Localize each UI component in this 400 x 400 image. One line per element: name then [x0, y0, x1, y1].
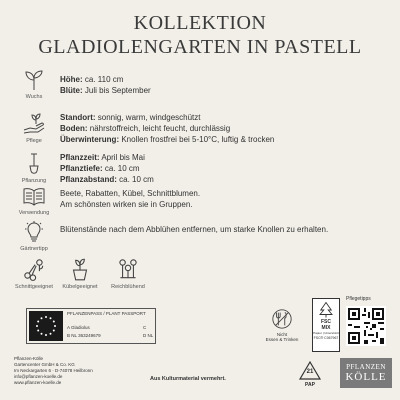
no-eat-drink-icon [271, 308, 293, 330]
verwendung-line-2: Am schönsten wirken sie in Gruppen. [60, 200, 193, 209]
passport-a: A Gladiolus [67, 325, 90, 330]
pflanzung-text [60, 152, 154, 185]
address-line-1: Pflanzen-Kölle [14, 356, 44, 361]
row-pflege [14, 112, 394, 152]
recycle-code: PAP [305, 382, 315, 388]
tipp-text: Blütenstände nach dem Abblühen entfernen, um starke Knollen zu erhalten. [60, 225, 329, 234]
pflanzung-label: Pflanzung [21, 178, 47, 184]
plant-passport [26, 308, 156, 344]
address-email: info@pflanzen-koelle.de [14, 374, 63, 379]
property-cut [14, 256, 54, 290]
pflege-label: Pflege [26, 138, 42, 144]
ueberwinterung-value: Knollen frostfrei bei 5-10°C, luftig & trocken [119, 135, 275, 144]
pflanzzeit-value: April bis Mai [99, 153, 145, 162]
sprout-icon [22, 68, 46, 92]
boden-key: Boden: [60, 124, 88, 133]
passport-header: PFLANZENPASS / PLANT PASSPORT [67, 311, 146, 316]
property-icons [14, 256, 154, 300]
recycling-symbol [292, 360, 328, 388]
fsc-label [312, 298, 340, 352]
care-icon-wrap [14, 112, 54, 144]
fsc-tree-icon [317, 301, 335, 319]
pflanzabstand-key: Pflanzabstand: [60, 175, 117, 184]
property-bloom-label: Reichblühend [111, 284, 145, 290]
usage-icon-wrap [14, 184, 54, 216]
fsc-mix-sub: Papier | Unterstützt [313, 331, 339, 335]
address-line-2: Gartencenter GmbH & Co. KG [14, 362, 75, 367]
qr-code[interactable] [346, 306, 386, 346]
bluete-value: Juli bis September [82, 86, 151, 95]
fsc-code: FSC® C067967 [313, 336, 339, 340]
lightbulb-icon [22, 220, 46, 244]
address-line-3: Im Neckargarten 6 · D-74078 Heilbronn [14, 368, 93, 373]
brand-logo [340, 358, 392, 388]
wuchs-text [60, 74, 151, 96]
pflanzabstand-value: ca. 10 cm [116, 175, 154, 184]
address-web: www.pflanzen-koelle.de [14, 380, 62, 385]
bluete-key: Blüte: [60, 86, 83, 95]
tipp-label: Gärtnertipp [20, 246, 48, 252]
pflanztiefe-value: ca. 10 cm [102, 164, 140, 173]
scissors-flower-icon [21, 256, 47, 282]
passport-c: C [143, 325, 147, 330]
pflege-text [60, 112, 274, 145]
standort-key: Standort: [60, 113, 96, 122]
standort-value: sonnig, warm, windgeschützt [95, 113, 201, 122]
pot-icon [67, 256, 93, 282]
wuchs-label: Wuchs [25, 94, 43, 100]
not-edible-line-1: Nicht [276, 332, 288, 337]
verwendung-line-1: Beete, Rabatten, Kübel, Schnittblumen. [60, 189, 201, 198]
qr-code-icon [346, 306, 386, 346]
verwendung-text [60, 188, 200, 210]
fsc-title: FSC [321, 319, 331, 325]
property-bloom [108, 256, 148, 290]
logo-line-2: KÖLLE [345, 371, 387, 383]
row-tipp [14, 220, 394, 260]
hoehe-value: ca. 110 cm [82, 75, 124, 84]
pflanztiefe-key: Pflanztiefe: [60, 164, 103, 173]
flowers-icon [115, 256, 141, 282]
company-address [14, 356, 93, 386]
fsc-mix: MIX [321, 325, 331, 331]
eu-stars-icon [29, 311, 63, 341]
ueberwinterung-key: Überwinterung: [60, 135, 120, 144]
row-wuchs [14, 68, 394, 108]
propagation-note: Aus Kulturmaterial vermehrt. [150, 376, 226, 382]
footer [0, 296, 400, 400]
collection-label: KOLLEKTION [133, 12, 267, 34]
boden-value: nährstoffreich, leicht feucht, durchlässig [87, 124, 231, 133]
hoehe-key: Höhe: [60, 75, 83, 84]
not-edible-line-2: Essen & Trinken [265, 337, 299, 342]
product-title: GLADIOLENGARTEN IN PASTELL [38, 36, 362, 58]
eu-flag [29, 311, 63, 341]
verwendung-label: Verwendung [18, 210, 50, 216]
logo-line-1: PFLANZEN [346, 363, 386, 371]
passport-b: B NL 363249679 [67, 333, 101, 338]
not-edible-symbol [262, 308, 302, 342]
growth-icon-wrap [14, 68, 54, 100]
hand-plant-icon [22, 112, 46, 136]
row-verwendung [14, 184, 394, 224]
property-cut-label: Schnittgeeignet [15, 284, 53, 290]
recycle-number: 21 [306, 369, 314, 375]
passport-d: D NL [143, 333, 154, 338]
tip-icon-wrap [14, 220, 54, 252]
qr-caption: Pflegetipps [346, 296, 371, 302]
planting-icon-wrap [14, 152, 54, 184]
shovel-icon [22, 152, 46, 176]
property-pot [60, 256, 100, 290]
property-pot-label: Kübelgeeignet [62, 284, 98, 290]
pflanzzeit-key: Pflanzzeit: [60, 153, 100, 162]
book-icon [22, 184, 46, 208]
